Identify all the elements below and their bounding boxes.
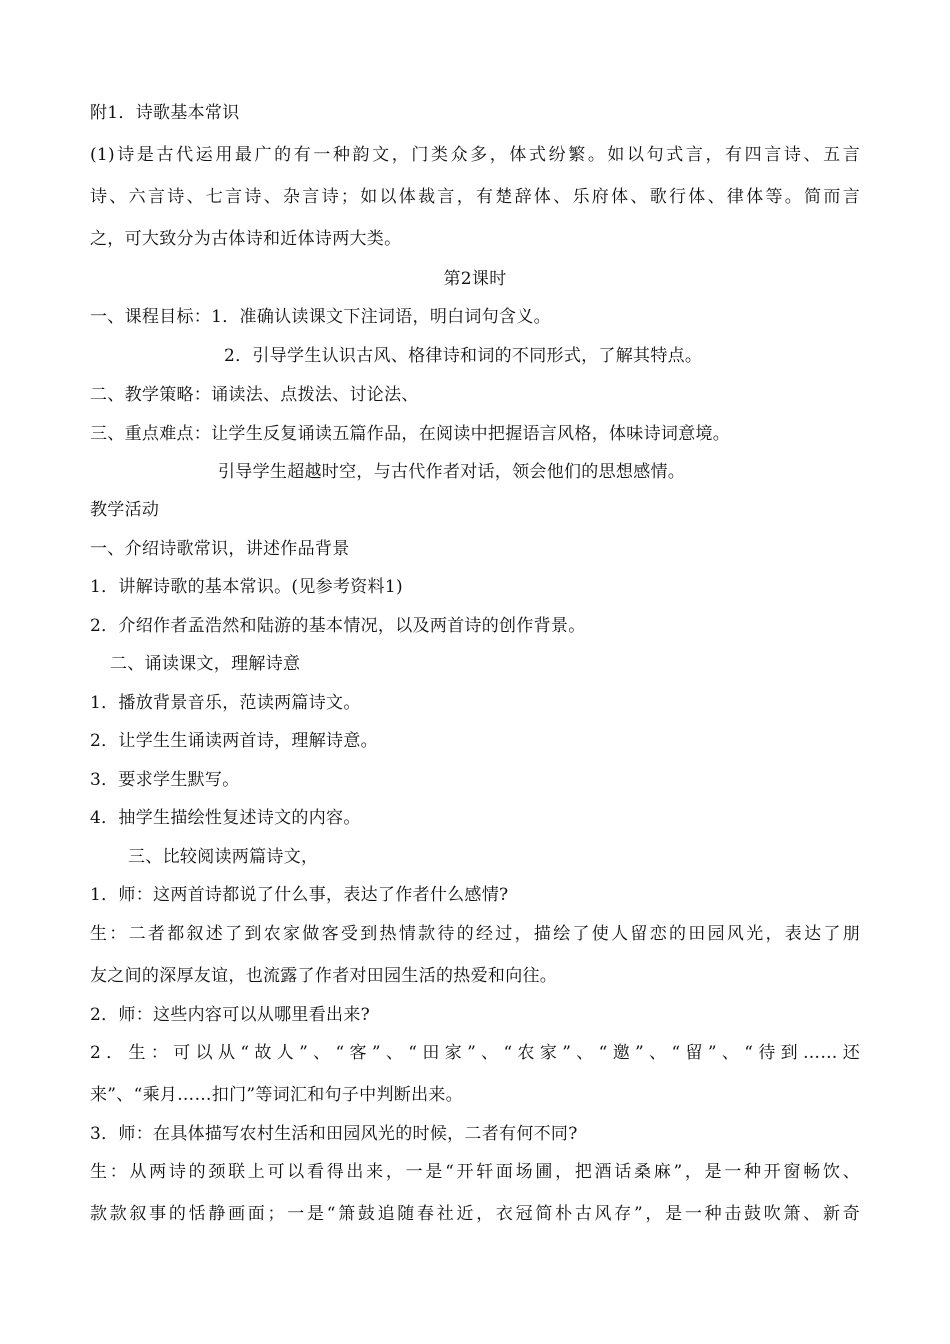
section-2-item-3: 3．要求学生默写。 (90, 770, 240, 790)
answer-2-line-2: 来”、“乘月……扣门”等词汇和句子中判断出来。 (90, 1085, 463, 1105)
activity-title: 教学活动 (90, 500, 160, 520)
section-2-item-4: 4．抽学生描绘性复述诗文的内容。 (90, 808, 361, 828)
appendix-para-line-2: 诗、六言诗、七言诗、杂言诗；如以体裁言，有楚辞体、乐府体、歌行体、律体等。简而言 (90, 187, 860, 207)
section-2-item-1: 1．播放背景音乐，范读两篇诗文。 (90, 693, 361, 713)
lesson-title: 第2课时 (443, 269, 507, 289)
answer-2-line-1: 2．生：可以从“故人”、“客”、“田家”、“农家”、“邀”、“留”、“待到……还 (90, 1043, 860, 1063)
appendix-para-line-3: 之，可大致分为古体诗和近体诗两大类。 (90, 229, 402, 249)
answer-3-line-1: 生：从两诗的颈联上可以看得出来，一是“开轩面场圃，把酒话桑麻”，是一种开窗畅饮、 (90, 1162, 860, 1182)
strategy-line: 二、教学策略：诵读法、点拨法、讨论法、 (90, 385, 419, 405)
answer-1-line-2: 友之间的深厚友谊，也流露了作者对田园生活的热爱和向往。 (90, 966, 558, 986)
section-1-item-1: 1．讲解诗歌的基本常识。(见参考资料1) (90, 577, 403, 597)
question-1: 1．师：这两首诗都说了什么事，表达了作者什么感情? (90, 885, 509, 905)
section-2-item-2: 2．让学生生诵读两首诗，理解诗意。 (90, 731, 378, 751)
section-2-title: 二、诵读课文，理解诗意 (110, 654, 301, 674)
appendix-para-line-1: (1)诗是古代运用最广的有一种韵文，门类众多，体式纷繁。如以句式言，有四言诗、五言 (90, 145, 860, 165)
question-3: 3．师：在具体描写农村生活和田园风光的时候，二者有何不同? (90, 1124, 578, 1144)
key-line-1: 三、重点难点：让学生反复诵读五篇作品，在阅读中把握语言风格，体味诗词意境。 (90, 424, 731, 444)
goal-line-1: 一、课程目标：1．准确认读课文下注词语，明白词句含义。 (90, 307, 551, 327)
key-line-2: 引导学生超越时空，与古代作者对话，领会他们的思想感情。 (218, 462, 686, 482)
section-1-item-2: 2．介绍作者孟浩然和陆游的基本情况，以及两首诗的创作背景。 (90, 616, 586, 636)
goal-line-2: 2．引导学生认识古风、格律诗和词的不同形式，了解其特点。 (224, 346, 703, 366)
answer-3-line-2: 款款叙事的恬静画面；一是“箫鼓追随春社近，衣冠简朴古风存”，是一种击鼓吹箫、新奇 (90, 1204, 860, 1224)
appendix-title: 附1．诗歌基本常识 (90, 103, 240, 123)
answer-1-line-1: 生：二者都叙述了到农家做客受到热情款待的经过，描绘了使人留恋的田园风光，表达了朋 (90, 924, 860, 944)
section-3-title: 三、比较阅读两篇诗文， (128, 847, 319, 867)
section-1-title: 一、介绍诗歌常识，讲述作品背景 (90, 539, 350, 559)
question-2: 2．师：这些内容可以从哪里看出来? (90, 1005, 371, 1025)
